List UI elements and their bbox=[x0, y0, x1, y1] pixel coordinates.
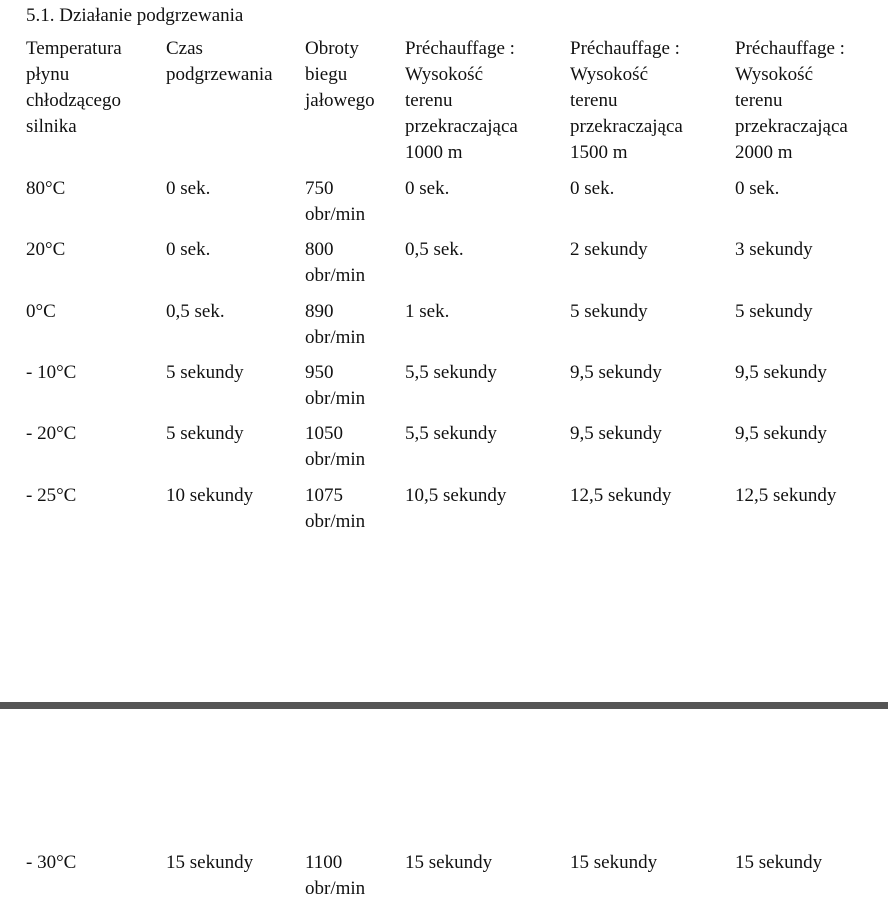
table-cell-1500m: 9,5 sekundy bbox=[570, 362, 662, 383]
table-cell-1500m: 9,5 sekundy bbox=[570, 423, 662, 444]
table-cell-1000m: 5,5 sekundy bbox=[405, 423, 497, 444]
table-cell-preheat-time: 0 sek. bbox=[166, 178, 211, 199]
table-cell-preheat-time: 5 sekundy bbox=[166, 362, 244, 383]
table-cell-preheat-time: 10 sekundy bbox=[166, 485, 254, 506]
header-preheat-2000m: Préchauffage : Wysokość terenu przekraczająca 2000 m bbox=[735, 38, 848, 163]
table-cell-2000m: 9,5 sekundy bbox=[735, 423, 827, 444]
table-cell-temperature: - 10°C bbox=[26, 362, 77, 383]
header-idle-speed: Obroty biegu jałowego bbox=[305, 38, 375, 111]
header-coolant-temperature: Temperatura płynu chłodzącego silnika bbox=[26, 38, 122, 137]
table-cell-temperature: 80°C bbox=[26, 178, 66, 199]
table-cell-2000m: 12,5 sekundy bbox=[735, 485, 837, 506]
section-title: 5.1. Działanie podgrzewania bbox=[26, 5, 244, 26]
table-cell-1500m: 12,5 sekundy bbox=[570, 485, 672, 506]
table-cell-1000m: 15 sekundy bbox=[405, 852, 493, 873]
header-preheat-1000m: Préchauffage : Wysokość terenu przekraczająca 1000 m bbox=[405, 38, 518, 163]
table-cell-2000m: 0 sek. bbox=[735, 178, 780, 199]
table-cell-2000m: 9,5 sekundy bbox=[735, 362, 827, 383]
table-cell-2000m: 15 sekundy bbox=[735, 852, 823, 873]
table-cell-idle-speed: 1100 obr/min bbox=[305, 852, 366, 899]
table-cell-preheat-time: 0,5 sek. bbox=[166, 301, 225, 322]
table-cell-1000m: 0 sek. bbox=[405, 178, 450, 199]
table-cell-idle-speed: 800 obr/min bbox=[305, 239, 366, 286]
table-cell-preheat-time: 15 sekundy bbox=[166, 852, 254, 873]
table-cell-idle-speed: 890 obr/min bbox=[305, 301, 366, 348]
table-cell-1000m: 0,5 sek. bbox=[405, 239, 464, 260]
table-cell-1500m: 0 sek. bbox=[570, 178, 615, 199]
table-cell-idle-speed: 950 obr/min bbox=[305, 362, 366, 409]
table-cell-temperature: - 30°C bbox=[26, 852, 77, 873]
table-cell-temperature: 0°C bbox=[26, 301, 56, 322]
table-cell-1000m: 5,5 sekundy bbox=[405, 362, 497, 383]
table-cell-1500m: 5 sekundy bbox=[570, 301, 648, 322]
header-preheat-time: Czas podgrzewania bbox=[166, 38, 273, 85]
table-cell-2000m: 5 sekundy bbox=[735, 301, 813, 322]
table-cell-temperature: - 25°C bbox=[26, 485, 77, 506]
table-cell-idle-speed: 750 obr/min bbox=[305, 178, 366, 225]
table-cell-preheat-time: 0 sek. bbox=[166, 239, 211, 260]
page-break-divider bbox=[0, 702, 888, 709]
table-cell-idle-speed: 1050 obr/min bbox=[305, 423, 366, 470]
table-cell-2000m: 3 sekundy bbox=[735, 239, 813, 260]
table-cell-1500m: 15 sekundy bbox=[570, 852, 658, 873]
table-cell-1500m: 2 sekundy bbox=[570, 239, 648, 260]
table-cell-temperature: 20°C bbox=[26, 239, 66, 260]
table-cell-1000m: 1 sek. bbox=[405, 301, 450, 322]
table-cell-preheat-time: 5 sekundy bbox=[166, 423, 244, 444]
table-cell-temperature: - 20°C bbox=[26, 423, 77, 444]
table-cell-idle-speed: 1075 obr/min bbox=[305, 485, 366, 532]
header-preheat-1500m: Préchauffage : Wysokość terenu przekraczająca 1500 m bbox=[570, 38, 683, 163]
table-cell-1000m: 10,5 sekundy bbox=[405, 485, 507, 506]
